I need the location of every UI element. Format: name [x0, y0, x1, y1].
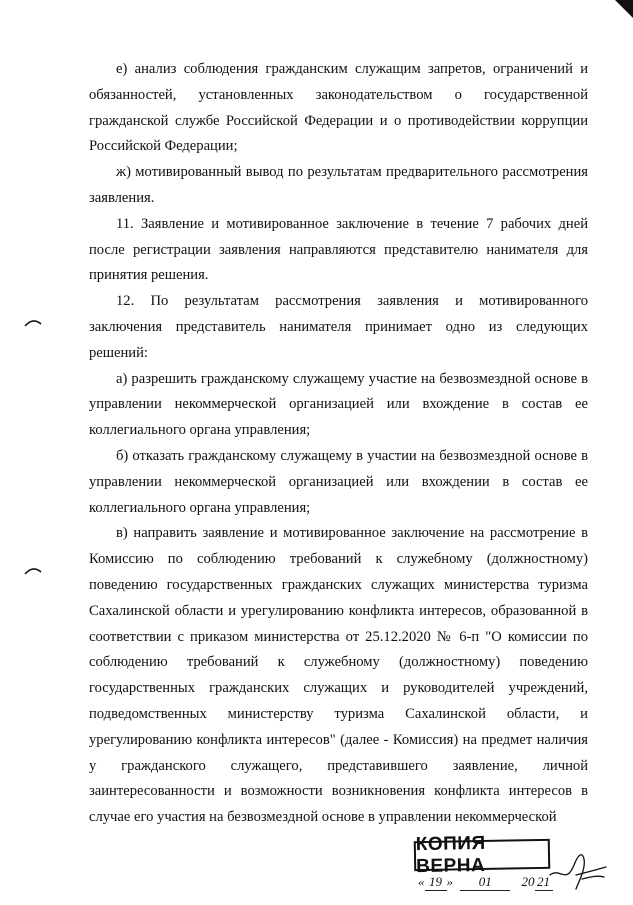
- stamp-date: [418, 874, 558, 894]
- paragraph-11: 11. Заявление и мотивированное заключение в течение 7 рабочих дней после регистрации заявления направляются представителю нанимателя для принятия решения.: [89, 215, 588, 284]
- paragraph-zh: ж) мотивированный вывод по результатам предварительного рассмотрения заявления.: [89, 164, 588, 206]
- stamp-month: 01: [460, 874, 510, 891]
- stamp-open-quote: «: [418, 874, 425, 889]
- document-body: [89, 57, 588, 831]
- stamp-title: КОПИЯ ВЕРНА: [414, 839, 551, 871]
- paragraph-v: в) направить заявление и мотивированное заключение на рассмотрение в Комиссию по соблюдению требований к служебному (должностному) поведению государственных гражданских служащих министерства туризма Сахалинской области и урегулированию конфликта интересов, образованной в соответствии с приказом министерства от 25.12.2020 № 6-п "О комиссии по соблюдению требований к служебному (должностному) поведению государственных гражданских служащих и руководителей учреждений, подведомственных министерству туризма Сахалинской области, и урегулированию конфликта интересов" (далее - Комиссия) на предмет наличия у гражданского служащего, представившего заявление, личной заинтересованности и возможности возникновения конфликта интересов в случае его участия на безвозмездной основе в управлении некоммерческой: [89, 525, 588, 826]
- handwritten-signature-icon: [548, 845, 608, 891]
- copy-certified-stamp: [414, 832, 554, 898]
- paragraph-b: б) отказать гражданскому служащему в участии на безвозмездной основе в управлении некоммерческой организацией или вхождении в состав ее коллегиального органа управления;: [89, 447, 588, 516]
- hole-punch-mark-icon: [24, 318, 42, 328]
- stamp-day: 19: [425, 874, 447, 891]
- paragraph-a: а) разрешить гражданскому служащему участие на безвозмездной основе в управлении некоммерческой организацией или вхождение в состав ее коллегиального органа управления;: [89, 370, 588, 439]
- paragraph-12: 12. По результатам рассмотрения заявления и мотивированного заключения представитель нанимателя принимает одно из следующих решений:: [89, 293, 588, 361]
- stamp-close-quote: »: [446, 874, 453, 889]
- page-corner-mark: [615, 0, 633, 18]
- stamp-year-suffix: 21: [535, 874, 553, 891]
- hole-punch-mark-icon: [24, 566, 42, 576]
- paragraph-e: е) анализ соблюдения гражданским служащим запретов, ограничений и обязанностей, установленных законодательством о государственной гражданской службе Российской Федерации и о противодействии коррупции Российской Федерации;: [89, 61, 588, 155]
- stamp-year-prefix: 20: [521, 874, 535, 889]
